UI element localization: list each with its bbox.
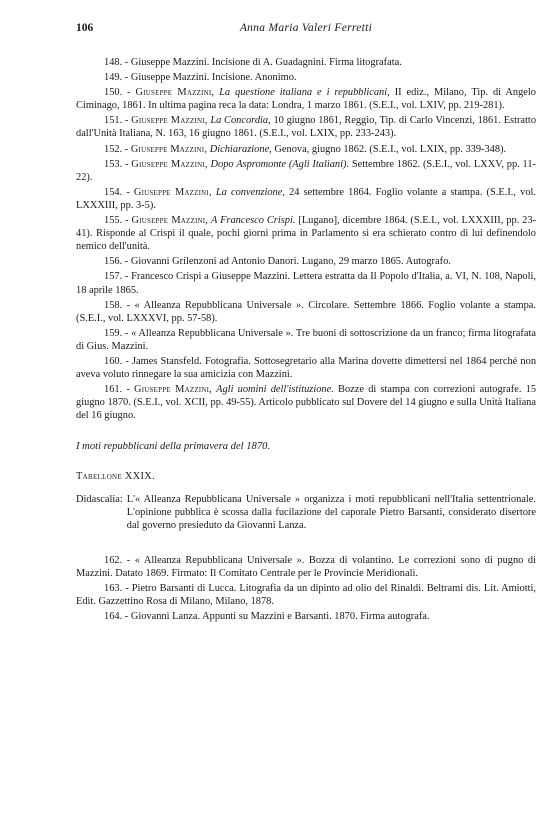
entry-number: 160. xyxy=(104,355,123,367)
didascalia-label: Didascalia: xyxy=(76,493,123,505)
running-title: Anna Maria Valeri Ferretti xyxy=(239,22,373,34)
catalogue-entry: 154. - Giuseppe Mazzini, La convenzione, 24 settembre 1864. Foglio volante a stampa. (S.E.I., vol. LXXXIII, pp. 3-5). xyxy=(76,186,536,211)
entry-author: « Alleanza Repubblicana Universale ». xyxy=(134,554,305,566)
catalogue-entry: 155. - Giuseppe Mazzini, A Francesco Crispi. [Lugano], dicembre 1864. (S.E.I., vol. LXXXIII, pp. 23-41). Risponde al Crispi il quale, pochi giorni prima in Parlamento si era schierato contro di lui definendolo nemico dell'unità. xyxy=(76,215,537,253)
entry-description: 10 giugno 1861, Reggio, Tip. di Carlo Vincenzi, 1861. Estratto dall'Unità Italiana, N. 163, 16 giugno 1861. (S.E.I., vol. LXIX, pp. 233-243). xyxy=(76,115,537,140)
entry-number: 149. xyxy=(104,72,123,84)
catalogue-entry: 160. - James Stansfeld. Fotografia. Sottosegretario alla Marina dovette dimettersi nel 1864 perché non aveva voluto rinnegare la sua amicizia con Mazzini. xyxy=(76,355,537,381)
entry-number: 148. xyxy=(104,57,123,68)
catalogue-entry: 163. - Pietro Barsanti di Lucca. Litografia da un dipinto ad olio del Rinaldi. Beltrami dis. Lit. Amiotti, Edit. Gazzettino Rosa di Milano, Milano, 1878. xyxy=(76,583,536,608)
catalogue-list-b xyxy=(76,554,536,623)
entry-number: 159. xyxy=(104,327,123,339)
catalogue-entry: 148. - Giuseppe Mazzini. Incisione di A. Guadagnini. Firma litografata. xyxy=(104,57,402,68)
page-header xyxy=(76,22,536,38)
catalogue-entry: 152. - Giuseppe Mazzini, Dichiarazione, Genova, giugno 1862. (S.E.I., vol. LXIX, pp. 339-348). xyxy=(104,143,507,155)
entry-number: 151. xyxy=(104,115,123,127)
entry-author: Giuseppe Mazzini, xyxy=(135,87,215,99)
entry-description: Bozze di stampa con correzioni autografe. 15 giugno 1870. (S.E.I., vol. XCII, pp. 49-55). Articolo pubblicato sul Dovere del 14 giugno e sulla Unità Italiana del 16 giugno. xyxy=(76,384,537,422)
entry-author: Francesco Crispi a Giuseppe Mazzini. xyxy=(131,271,291,283)
entry-description: Bozza di volantino. Le correzioni sono di pugno di Mazzini. Datato 1869. Firmato: Il Comitato Centrale per le Provincie Meridionali. xyxy=(76,554,536,579)
entry-number: 153. xyxy=(104,158,123,170)
catalogue-entry: 158. - « Alleanza Repubblicana Universale ». Circolare. Settembre 1866. Foglio volante a stampa. (S.E.I., vol. LXXXVI, pp. 57-58). xyxy=(76,299,536,324)
entry-description: Settembre 1862. (S.E.I., vol. LXXV, pp. 11-22). xyxy=(76,158,536,183)
entry-description: Incisione. Anonimo. xyxy=(209,72,297,84)
catalogue-entry: 159. - « Alleanza Repubblicana Universale ». Tre buoni di sottoscrizione da un franco; firma litografata di Gius. Mazzini. xyxy=(76,327,536,352)
entry-title: La questione italiana e i repubblicani, xyxy=(219,87,390,99)
catalogue-entry: 161. - Giuseppe Mazzini, Agli uomini dell'istituzione. Bozze di stampa con correzioni autografe. 15 giugno 1870. (S.E.I., vol. XCII, pp. 49-55). Articolo pubblicato sul Dovere del 14 giugno e sulla Unità Italiana del 16 giugno. xyxy=(76,384,537,422)
entry-author: « Alleanza Repubblicana Universale ». xyxy=(134,299,304,311)
entry-description: Incisione di A. Guadagnini. Firma litografata. xyxy=(209,57,402,68)
entry-description: [Lugano], dicembre 1864. (S.E.I., vol. LXXXIII, pp. 23-41). Risponde al Crispi il quale, pochi giorni prima in Parlamento si era schierato contro di lui definendolo nemico dell'unità. xyxy=(76,215,537,253)
entry-author: Giuseppe Mazzini, xyxy=(134,384,212,396)
entry-number: 157. xyxy=(104,271,123,283)
entry-number: 161. xyxy=(104,384,123,396)
catalogue-entry: 164. - Giovanni Lanza. Appunti su Mazzini e Barsanti. 1870. Firma autografa. xyxy=(104,611,430,623)
entry-author: Giuseppe Mazzini, xyxy=(131,215,209,227)
page-body xyxy=(76,56,536,625)
entry-title: La Concordia, xyxy=(210,115,271,127)
entry-title: Dichiarazione, xyxy=(209,143,272,155)
entry-number: 150. xyxy=(104,87,123,99)
entry-description: Circolare. Settembre 1866. Foglio volante a stampa. (S.E.I., vol. LXXXVI, pp. 57-58). xyxy=(76,299,536,324)
entry-title: A Francesco Crispi. xyxy=(211,215,296,227)
didascalia xyxy=(76,493,536,532)
entry-description: Fotografia. Sottosegretario alla Marina dovette dimettersi nel 1864 perché non aveva voluto rinnegare la sua amicizia con Mazzini. xyxy=(76,355,537,381)
catalogue-entry: 157. - Francesco Crispi a Giuseppe Mazzini. Lettera estratta da Il Popolo d'Italia, a. VI, N. 108, Napoli, 18 aprile 1865. xyxy=(76,271,536,296)
entry-title: Agli uomini dell'istituzione. xyxy=(216,384,334,396)
entry-number: 162. xyxy=(104,554,123,566)
entry-author: Giuseppe Mazzini, xyxy=(131,158,208,170)
entry-description: Tre buoni di sottoscrizione da un franco; firma litografata di Gius. Mazzini. xyxy=(76,327,536,352)
catalogue-entry: 149. - Giuseppe Mazzini. Incisione. Anonimo. xyxy=(104,72,297,84)
catalogue-entry: 162. - « Alleanza Repubblicana Universale ». Bozza di volantino. Le correzioni sono di pugno di Mazzini. Datato 1869. Firmato: Il Comitato Centrale per le Provincie Meridionali. xyxy=(76,554,536,579)
tavola-label: Tabellone XXIX. xyxy=(76,470,155,482)
entry-author: « Alleanza Repubblicana Universale ». xyxy=(131,327,294,339)
entry-author: Giuseppe Mazzini, xyxy=(133,186,212,198)
catalogue-list-a xyxy=(76,56,536,422)
catalogue-entry: 153. - Giuseppe Mazzini, Dopo Aspromonte (Agli Italiani). Settembre 1862. (S.E.I., vol. LXXV, pp. 11-22). xyxy=(76,158,536,183)
entry-description: Lettera estratta da Il Popolo d'Italia, a. VI, N. 108, Napoli, 18 aprile 1865. xyxy=(76,271,536,296)
entry-title: Dopo Aspromonte (Agli Italiani). xyxy=(210,158,350,170)
entry-author: Pietro Barsanti di Lucca. xyxy=(131,583,237,595)
entry-number: 156. xyxy=(104,256,123,268)
entry-number: 163. xyxy=(104,583,123,595)
entry-number: 152. xyxy=(104,143,123,155)
entry-description: II ediz., Milano, Tip. di Angelo Ciminago, 1861. In ultima pagina reca la data: Londra, 1 marzo 1861. (S.E.I., vol. LXIV, pp. 219-281). xyxy=(76,87,536,112)
catalogue-entry: 151. - Giuseppe Mazzini, La Concordia, 10 giugno 1861, Reggio, Tip. di Carlo Vincenzi, 1861. Estratto dall'Unità Italiana, N. 163, 16 giugno 1861. (S.E.I., vol. LXIX, pp. 233-243). xyxy=(76,115,537,140)
entry-number: 158. xyxy=(104,299,123,311)
entry-number: 155. xyxy=(104,215,123,227)
entry-number: 154. xyxy=(104,186,123,198)
entry-author: Giovanni Lanza. xyxy=(130,611,201,623)
entry-description: Genova, giugno 1862. (S.E.I., vol. LXIX, pp. 339-348). xyxy=(271,143,507,155)
entry-title: La convenzione, xyxy=(215,186,285,198)
page-number: 106 xyxy=(76,22,94,34)
entry-author: Giuseppe Mazzini. xyxy=(130,57,210,68)
entry-author: Giuseppe Mazzini, xyxy=(131,115,208,127)
didascalia-text: L'« Alleanza Repubblicana Universale » organizza i moti repubblicani nell'Italia settentrionale. L'opinione pubblica è scossa dalla fucilazione del caporale Pietro Barsanti, considerato disertore dal governo presieduto da Giovanni Lanza. xyxy=(126,493,536,531)
section-title: I moti repubblicani della primavera del 1870. xyxy=(76,441,271,453)
entry-author: James Stansfeld. xyxy=(131,355,202,367)
entry-author: Giuseppe Mazzini, xyxy=(130,143,208,155)
entry-description: Litografia da un dipinto ad olio del Rinaldi. Beltrami dis. Lit. Amiotti, Edit. Gazzettino Rosa di Milano, Milano, 1878. xyxy=(76,583,536,608)
entry-number: 164. xyxy=(104,611,123,623)
catalogue-entry: 156. - Giovanni Grilenzoni ad Antonio Danori. Lugano, 29 marzo 1865. Autografo. xyxy=(104,256,451,268)
entry-author: Giuseppe Mazzini. xyxy=(130,72,210,84)
catalogue-entry: 150. - Giuseppe Mazzini, La questione italiana e i repubblicani, II ediz., Milano, Tip. di Angelo Ciminago, 1861. In ultima pagina reca la data: Londra, 1 marzo 1861. (S.E.I., vol. LXIV, pp. 219-281). xyxy=(76,87,536,112)
entry-description: 24 settembre 1864. Foglio volante a stampa. (S.E.I., vol. LXXXIII, pp. 3-5). xyxy=(76,186,536,211)
entry-author: Giovanni Grilenzoni ad Antonio Danori. xyxy=(130,256,300,268)
entry-description: Appunti su Mazzini e Barsanti. 1870. Firma autografa. xyxy=(200,611,430,623)
entry-description: Lugano, 29 marzo 1865. Autografo. xyxy=(299,256,451,268)
